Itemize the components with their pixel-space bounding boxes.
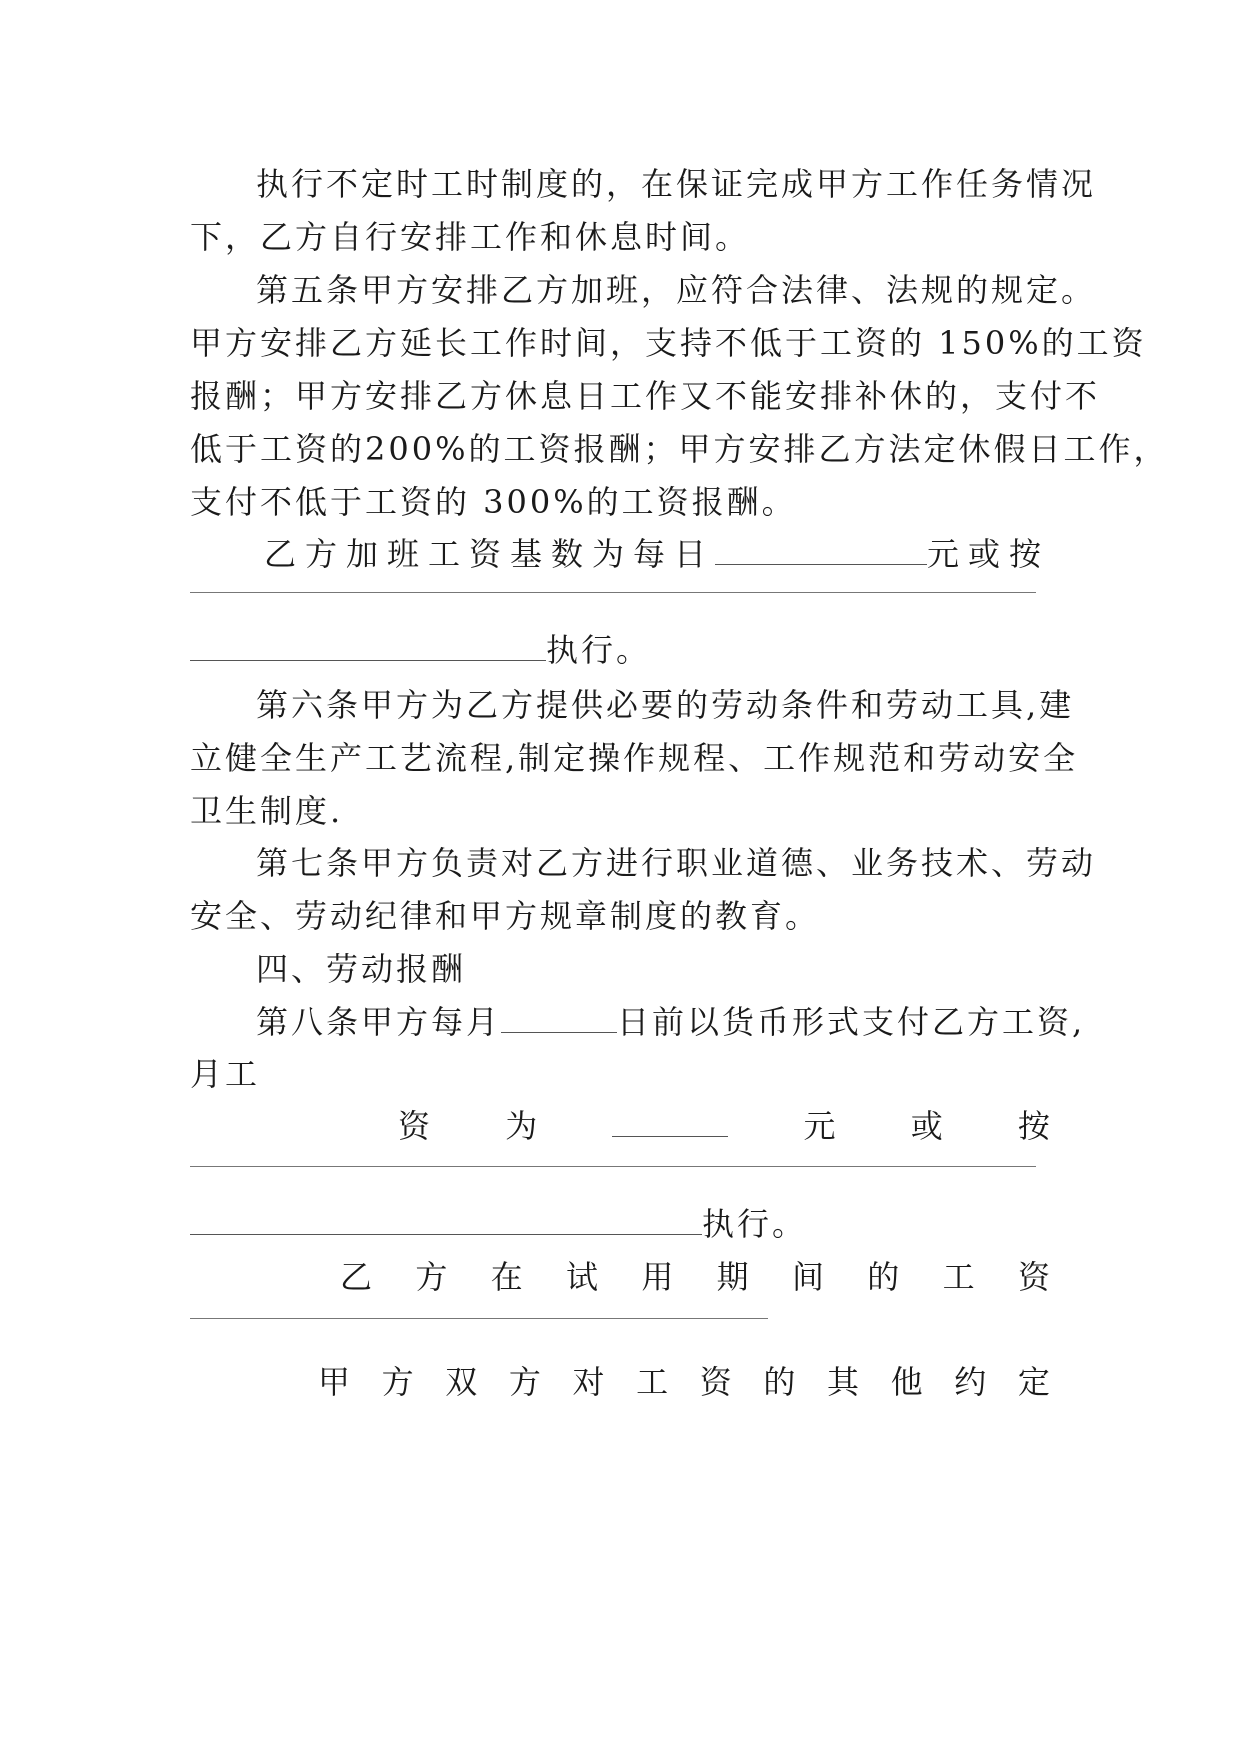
spread-char: 工 xyxy=(636,1363,669,1401)
salary-amount-blank[interactable] xyxy=(612,1108,728,1137)
overtime-amount-blank[interactable] xyxy=(715,536,927,565)
section-4-heading: 四、劳动报酬 xyxy=(256,950,467,988)
spread-char: 的 xyxy=(867,1258,900,1296)
spread-char: 按 xyxy=(1017,1107,1050,1145)
spread-char: 约 xyxy=(954,1363,987,1401)
execute-line xyxy=(190,1202,1050,1246)
overtime-base-line xyxy=(264,532,1050,576)
spread-char: 用 xyxy=(641,1258,674,1296)
text-line: 月工 xyxy=(190,1055,261,1093)
spread-char: 资 xyxy=(699,1363,732,1401)
text-line: 安全、劳动纪律和甲方规章制度的教育。 xyxy=(190,897,821,935)
clause-7-heading-line: 第七条甲方负责对乙方进行职业道德、业务技术、劳动 xyxy=(256,844,1097,882)
execute-line xyxy=(190,628,1050,672)
text-line: 卫生制度. xyxy=(190,792,344,830)
fill-in-blank[interactable] xyxy=(190,1166,1036,1167)
spread-char: 方 xyxy=(381,1363,414,1401)
probation-wage-blank[interactable] xyxy=(190,1318,768,1319)
overtime-unit-label: 元或按 xyxy=(926,535,1050,573)
text-line: 下，乙方自行安排工作和休息时间。 xyxy=(190,218,751,256)
spread-char: 方 xyxy=(508,1363,541,1401)
salary-amount-line xyxy=(398,1104,1050,1148)
text-line: 立健全生产工艺流程,制定操作规程、工作规范和劳动安全 xyxy=(190,739,1079,777)
fill-in-blank[interactable] xyxy=(190,632,546,661)
spread-char: 双 xyxy=(445,1363,478,1401)
execute-label: 执行。 xyxy=(546,631,652,669)
clause-8-line xyxy=(256,1000,1086,1044)
clause-5-heading-line: 第五条甲方安排乙方加班，应符合法律、法规的规定。 xyxy=(256,271,1097,309)
text-line: 低于工资的200%的工资报酬；甲方安排乙方法定休假日工作， xyxy=(190,430,1169,468)
spread-char: 方 xyxy=(415,1258,448,1296)
spread-char: 定 xyxy=(1017,1363,1050,1401)
spread-char: 甲 xyxy=(318,1363,351,1401)
spread-char: 其 xyxy=(827,1363,860,1401)
spread-char: 间 xyxy=(791,1258,824,1296)
clause-8-text: 日前以货币形式支付乙方工资, xyxy=(617,1003,1086,1041)
spread-char: 对 xyxy=(572,1363,605,1401)
fill-in-blank[interactable] xyxy=(190,1206,702,1235)
spread-char: 试 xyxy=(565,1258,598,1296)
spread-char: 在 xyxy=(490,1258,523,1296)
clause-6-heading-line: 第六条甲方为乙方提供必要的劳动条件和劳动工具,建 xyxy=(256,686,1075,724)
spread-char: 资 xyxy=(1017,1258,1050,1296)
overtime-base-label: 乙方加班工资基数为每日 xyxy=(264,535,716,573)
execute-label: 执行。 xyxy=(702,1205,808,1243)
text-line: 报酬；甲方安排乙方休息日工作又不能安排补休的，支付不 xyxy=(190,377,1101,415)
clause-8-label: 第八条甲方每月 xyxy=(256,1003,502,1041)
spread-char: 元 xyxy=(803,1107,836,1145)
other-wage-terms-line xyxy=(318,1360,1050,1404)
text-line: 执行不定时工时制度的，在保证完成甲方工作任务情况 xyxy=(256,165,1097,203)
spread-char: 的 xyxy=(763,1363,796,1401)
text-line: 甲方安排乙方延长工作时间，支持不低于工资的 150%的工资 xyxy=(190,324,1147,362)
spread-char: 他 xyxy=(890,1363,923,1401)
spread-char: 工 xyxy=(942,1258,975,1296)
text-line: 支付不低于工资的 300%的工资报酬。 xyxy=(190,483,797,521)
spread-char: 期 xyxy=(716,1258,749,1296)
spread-char: 乙 xyxy=(340,1258,373,1296)
probation-wage-line xyxy=(340,1255,1050,1299)
spread-char: 为 xyxy=(505,1107,538,1145)
spread-char: 或 xyxy=(910,1107,943,1145)
spread-char: 资 xyxy=(398,1107,431,1145)
pay-day-blank[interactable] xyxy=(501,1004,617,1033)
fill-in-blank[interactable] xyxy=(190,592,1036,593)
